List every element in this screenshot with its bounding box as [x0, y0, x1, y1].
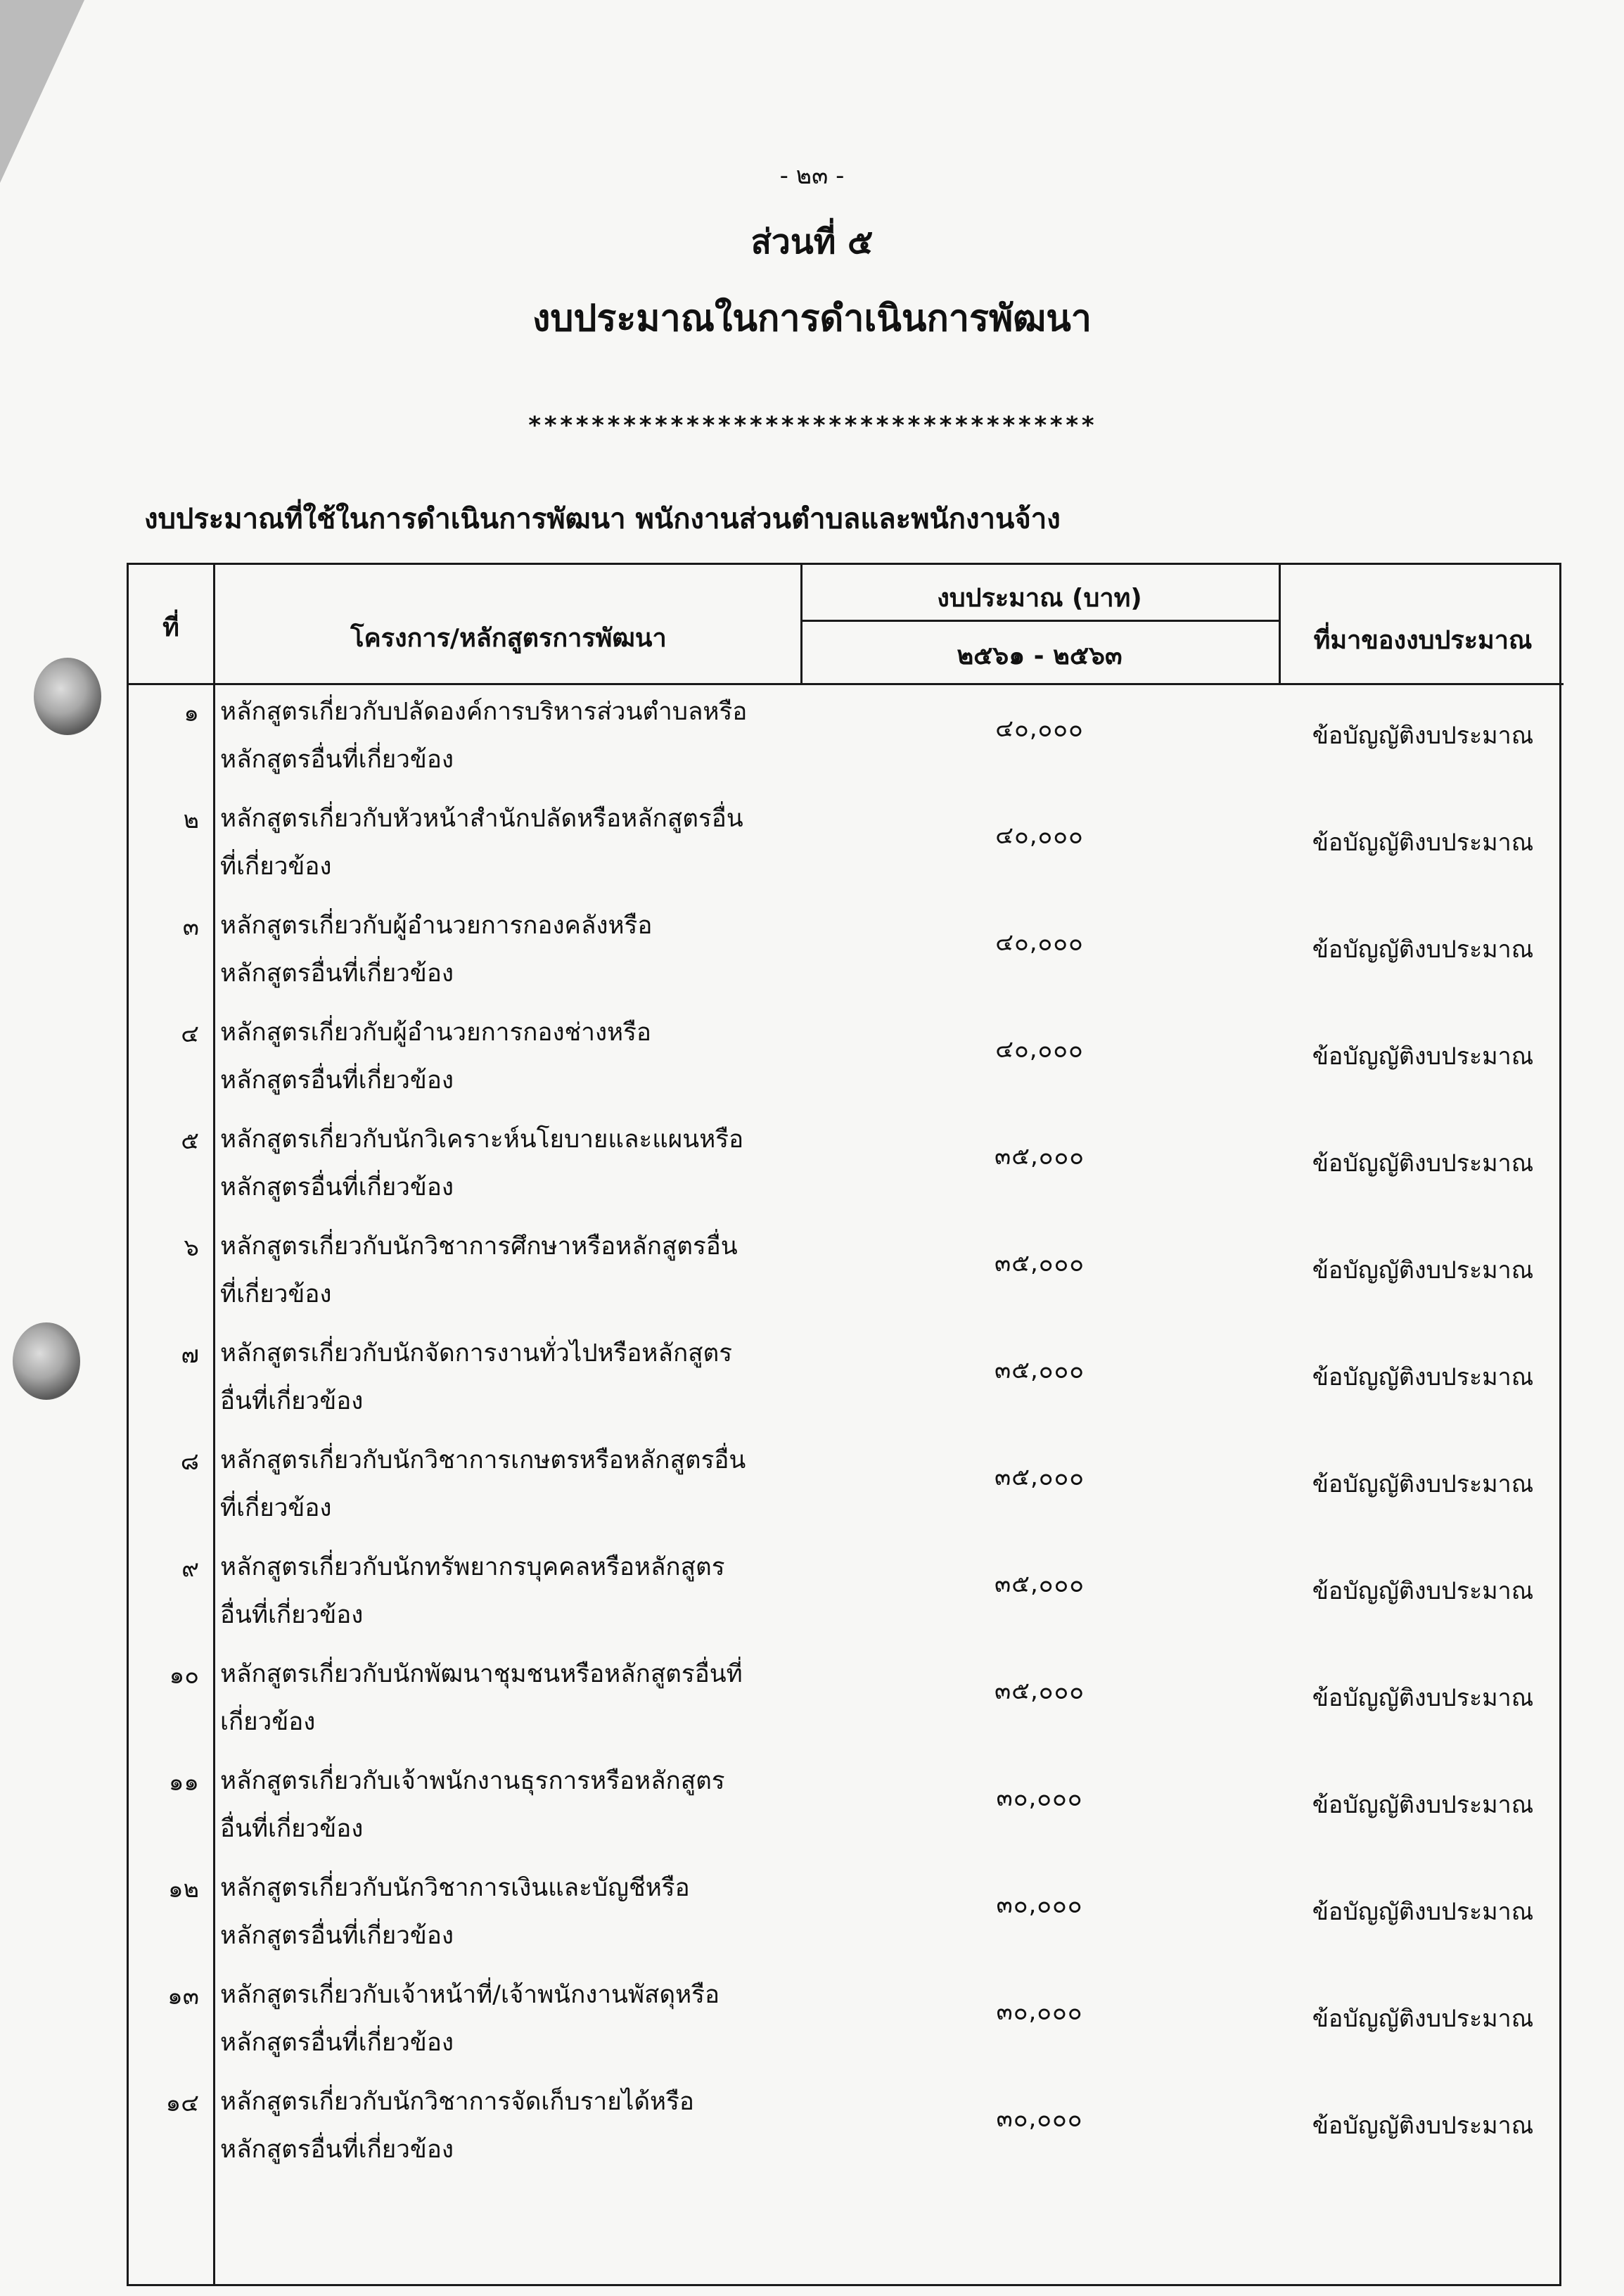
row-number: ๘ — [180, 1448, 199, 1476]
budget-amount: ๔๐,๐๐๐ — [995, 715, 1084, 743]
row-number: ๔ — [181, 1020, 199, 1048]
budget-amount: ๓๕,๐๐๐ — [994, 1356, 1085, 1384]
header-years: ๒๕๖๑ - ๒๕๖๓ — [957, 642, 1123, 670]
budget-source: ข้อบัญญัติงบประมาณ — [1312, 1256, 1534, 1284]
course-name-line2: หลักสูตรอื่นที่เกี่ยวข้อง — [220, 1173, 454, 1201]
table-row — [129, 1864, 1564, 1971]
table-row — [129, 688, 1564, 795]
course-name — [220, 1436, 797, 1532]
course-name-line2: อื่นที่เกี่ยวข้อง — [220, 1387, 364, 1415]
course-name — [220, 1543, 797, 1639]
course-name-line1: หลักสูตรเกี่ยวกับนักวิเคราะห์นโยบายและแผนหรือ — [220, 1125, 744, 1154]
budget-amount: ๓๐,๐๐๐ — [996, 2105, 1083, 2133]
course-name-line1: หลักสูตรเกี่ยวกับเจ้าพนักงานธุรการหรือหลักสูตร — [220, 1767, 725, 1795]
budget-source: ข้อบัญญัติงบประมาณ — [1312, 1363, 1534, 1391]
course-name-line1: หลักสูตรเกี่ยวกับนักวิชาการเงินและบัญชีหรือ — [220, 1874, 690, 1902]
table-row — [129, 1757, 1564, 1864]
header-subdivider — [800, 620, 1279, 622]
column-divider — [800, 565, 803, 684]
table-row — [129, 795, 1564, 902]
budget-table — [127, 563, 1561, 2286]
table-row — [129, 1329, 1564, 1436]
budget-amount: ๓๐,๐๐๐ — [996, 1784, 1083, 1812]
course-name-line2: เกี่ยวข้อง — [220, 1708, 316, 1736]
course-name-line2: อื่นที่เกี่ยวข้อง — [220, 1601, 364, 1629]
course-name-line1: หลักสูตรเกี่ยวกับนักวิชาการจัดเก็บรายได้หรือ — [220, 2088, 694, 2116]
course-name — [220, 1757, 797, 1853]
table-row — [129, 1116, 1564, 1223]
budget-amount: ๓๐,๐๐๐ — [996, 1891, 1083, 1919]
budget-amount: ๔๐,๐๐๐ — [995, 1035, 1084, 1064]
row-number: ๑๔ — [165, 2089, 199, 2117]
course-name — [220, 1009, 797, 1104]
course-name — [220, 1971, 797, 2067]
header-no: ที่ — [162, 613, 179, 642]
budget-source: ข้อบัญญัติงบประมาณ — [1312, 1898, 1534, 1926]
course-name — [220, 1329, 797, 1425]
budget-source: ข้อบัญญัติงบประมาณ — [1312, 2005, 1534, 2033]
punch-hole-lower — [13, 1322, 80, 1400]
course-name — [220, 1116, 797, 1211]
course-name — [220, 795, 797, 891]
course-name — [220, 902, 797, 997]
table-row — [129, 1009, 1564, 1116]
course-name-line1: หลักสูตรเกี่ยวกับนักทรัพยากรบุคคลหรือหลักสูตร — [220, 1553, 725, 1581]
header-bottom-rule — [129, 683, 1564, 685]
budget-source: ข้อบัญญัติงบประมาณ — [1312, 1470, 1534, 1498]
budget-amount: ๓๐,๐๐๐ — [996, 1998, 1083, 2026]
course-name-line1: หลักสูตรเกี่ยวกับปลัดองค์การบริหารส่วนตำบลหรือ — [220, 698, 748, 726]
course-name-line1: หลักสูตรเกี่ยวกับนักวิชาการศึกษาหรือหลักสูตรอื่น — [220, 1232, 738, 1261]
budget-source: ข้อบัญญัติงบประมาณ — [1312, 1577, 1534, 1605]
course-name-line2: ที่เกี่ยวข้อง — [220, 1494, 332, 1522]
budget-amount: ๓๕,๐๐๐ — [994, 1570, 1085, 1598]
budget-source: ข้อบัญญัติงบประมาณ — [1312, 1149, 1534, 1178]
course-name — [220, 2078, 797, 2174]
table-row — [129, 1223, 1564, 1329]
table-row — [129, 2078, 1564, 2185]
budget-amount: ๓๕,๐๐๐ — [994, 1249, 1085, 1277]
course-name-line1: หลักสูตรเกี่ยวกับนักจัดการงานทั่วไปหรือหลักสูตร — [220, 1339, 733, 1367]
asterisk-separator: ************************************ — [528, 412, 1096, 440]
course-name-line2: หลักสูตรอื่นที่เกี่ยวข้อง — [220, 1066, 454, 1095]
budget-source: ข้อบัญญัติงบประมาณ — [1312, 1684, 1534, 1712]
row-number: ๙ — [181, 1555, 199, 1583]
course-name-line2: หลักสูตรอื่นที่เกี่ยวข้อง — [220, 959, 454, 988]
course-name-line2: ที่เกี่ยวข้อง — [220, 853, 332, 881]
course-name-line2: หลักสูตรอื่นที่เกี่ยวข้อง — [220, 2029, 454, 2057]
row-number: ๑๓ — [167, 1982, 199, 2010]
course-name-line1: หลักสูตรเกี่ยวกับนักพัฒนาชุมชนหรือหลักสูตรอื่นที่ — [220, 1660, 743, 1688]
table-row — [129, 1971, 1564, 2078]
row-number: ๕ — [181, 1127, 199, 1155]
budget-amount: ๓๕,๐๐๐ — [994, 1463, 1085, 1491]
column-divider — [1279, 565, 1281, 684]
row-number: ๗ — [181, 1341, 199, 1369]
budget-amount: ๓๕,๐๐๐ — [994, 1142, 1085, 1171]
table-row — [129, 1650, 1564, 1757]
budget-source: ข้อบัญญัติงบประมาณ — [1312, 829, 1534, 857]
course-name-line1: หลักสูตรเกี่ยวกับหัวหน้าสำนักปลัดหรือหลักสูตรอื่น — [220, 805, 743, 833]
budget-amount: ๔๐,๐๐๐ — [995, 822, 1084, 850]
course-name-line1: หลักสูตรเกี่ยวกับผู้อำนวยการกองคลังหรือ — [220, 912, 653, 940]
row-number: ๑๐ — [169, 1662, 199, 1690]
course-name-line1: หลักสูตรเกี่ยวกับนักวิชาการเกษตรหรือหลักสูตรอื่น — [220, 1446, 746, 1474]
header-budget: งบประมาณ (บาท) — [937, 584, 1142, 613]
budget-amount: ๔๐,๐๐๐ — [995, 929, 1084, 957]
course-name — [220, 1650, 797, 1746]
row-number: ๑๑ — [168, 1768, 199, 1797]
table-row — [129, 1543, 1564, 1650]
course-name-line1: หลักสูตรเกี่ยวกับผู้อำนวยการกองช่างหรือ — [220, 1019, 651, 1047]
course-name-line2: หลักสูตรอื่นที่เกี่ยวข้อง — [220, 2136, 454, 2164]
row-number: ๓ — [182, 913, 199, 941]
course-name — [220, 688, 797, 784]
course-name — [220, 1864, 797, 1960]
budget-source: ข้อบัญญัติงบประมาณ — [1312, 2112, 1534, 2140]
row-number: ๒ — [183, 806, 199, 834]
folded-corner-shadow — [0, 0, 84, 183]
section-heading: ส่วนที่ ๕ — [750, 222, 874, 262]
punch-hole-upper — [34, 658, 101, 735]
budget-source: ข้อบัญญัติงบประมาณ — [1312, 936, 1534, 964]
course-name — [220, 1223, 797, 1318]
row-number: ๑ — [184, 699, 199, 727]
course-name-line2: อื่นที่เกี่ยวข้อง — [220, 1815, 364, 1843]
course-name-line2: หลักสูตรอื่นที่เกี่ยวข้อง — [220, 746, 454, 774]
course-name-line2: หลักสูตรอื่นที่เกี่ยวข้อง — [220, 1922, 454, 1950]
course-name-line2: ที่เกี่ยวข้อง — [220, 1280, 332, 1308]
table-caption: งบประมาณที่ใช้ในการดำเนินการพัฒนา พนักงานส่วนตำบลและพนักงานจ้าง — [144, 503, 1061, 535]
row-number: ๑๒ — [168, 1875, 199, 1903]
budget-source: ข้อบัญญัติงบประมาณ — [1312, 1042, 1534, 1071]
budget-amount: ๓๕,๐๐๐ — [994, 1677, 1085, 1705]
table-row — [129, 1436, 1564, 1543]
row-number: ๖ — [184, 1234, 199, 1262]
page-number: - ๒๓ - — [779, 162, 845, 190]
budget-source: ข้อบัญญัติงบประมาณ — [1312, 722, 1534, 750]
table-row — [129, 902, 1564, 1009]
budget-source: ข้อบัญญัติงบประมาณ — [1312, 1791, 1534, 1819]
course-name-line1: หลักสูตรเกี่ยวกับเจ้าหน้าที่/เจ้าพนักงานพัสดุหรือ — [220, 1981, 720, 2009]
header-source: ที่มาของงบประมาณ — [1313, 626, 1533, 655]
document-title: งบประมาณในการดำเนินการพัฒนา — [532, 298, 1092, 340]
header-project: โครงการ/หลักสูตรการพัฒนา — [350, 624, 667, 653]
